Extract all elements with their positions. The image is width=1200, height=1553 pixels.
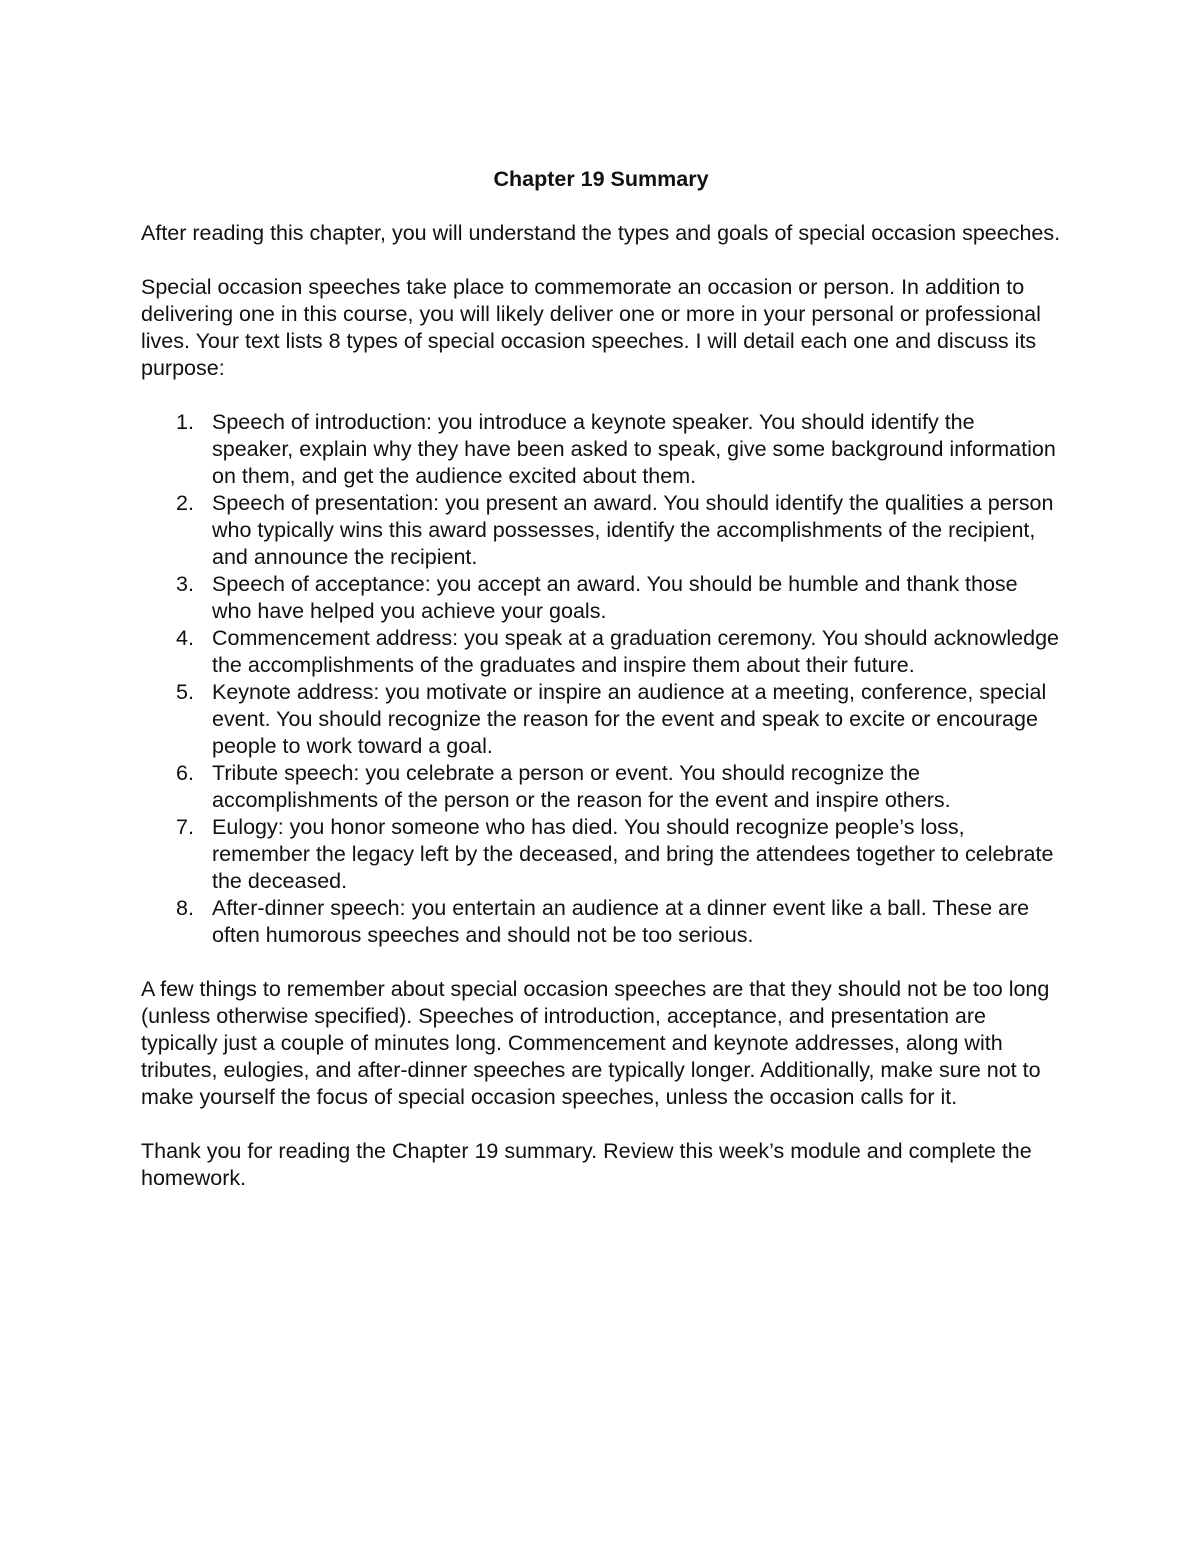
overview-paragraph: Special occasion speeches take place to commemorate an occasion or person. In addition to delivering one in this course, you will likely deliver one or more in your personal or professional lives. Your text lists 8 types of special occasion speeches. I will detail each one and discuss its purpose:	[141, 275, 1041, 380]
list-item-number: 5.	[176, 680, 194, 704]
list-item-number: 7.	[176, 815, 194, 839]
list-item-number: 1.	[176, 410, 194, 434]
list-item-text: Keynote address: you motivate or inspire an audience at a meeting, conference, special event. You should recognize the reason for the event and speak to excite or encourage people to work toward a goal.	[212, 680, 1047, 758]
list-item	[141, 490, 1061, 571]
list-item	[141, 814, 1061, 895]
intro-paragraph: After reading this chapter, you will understand the types and goals of special occasion speeches.	[141, 221, 1061, 245]
list-item-text: Speech of acceptance: you accept an award. You should be humble and thank those who have helped you achieve your goals.	[212, 572, 1018, 623]
list-item	[141, 571, 1061, 625]
list-item-text: After-dinner speech: you entertain an audience at a dinner event like a ball. These are often humorous speeches and should not be too serious.	[212, 896, 1030, 947]
reminders-paragraph: A few things to remember about special occasion speeches are that they should not be too long (unless otherwise specified). Speeches of introduction, acceptance, and presentation are typically just a couple of minutes long. Commencement and keynote addresses, along with tributes, eulogies, and after-dinner speeches are typically longer. Additionally, make sure not to make yourself the focus of special occasion speeches, unless the occasion calls for it.	[141, 977, 1050, 1109]
list-item-number: 6.	[176, 761, 194, 785]
list-item-text: Speech of introduction: you introduce a keynote speaker. You should identify the speaker, explain why they have been asked to speak, give some background information on them, and get the audience excited about them.	[212, 410, 1056, 488]
list-item	[141, 895, 1061, 949]
page-title: Chapter 19 Summary	[493, 167, 709, 191]
list-item	[141, 760, 1061, 814]
list-item-number: 8.	[176, 896, 194, 920]
document-body	[141, 164, 1061, 1219]
list-item-number: 4.	[176, 626, 194, 650]
list-item-text: Commencement address: you speak at a graduation ceremony. You should acknowledge the accomplishments of the graduates and inspire them about their future.	[212, 626, 1059, 677]
list-item-text: Tribute speech: you celebrate a person or event. You should recognize the accomplishments of the person or the reason for the event and inspire others.	[212, 761, 951, 812]
list-item-number: 3.	[176, 572, 194, 596]
list-item-text: Eulogy: you honor someone who has died. You should recognize people’s loss, remember the legacy left by the deceased, and bring the attendees together to celebrate the deceased.	[212, 815, 1054, 893]
list-item	[141, 625, 1061, 679]
list-item-number: 2.	[176, 491, 194, 515]
list-item	[141, 409, 1061, 490]
list-item-text: Speech of presentation: you present an award. You should identify the qualities a person who typically wins this award possesses, identify the accomplishments of the recipient, and announce the recipient.	[212, 491, 1054, 569]
list-item	[141, 679, 1061, 760]
speech-types-list	[141, 409, 1061, 949]
closing-paragraph: Thank you for reading the Chapter 19 summary. Review this week’s module and complete the homework.	[141, 1139, 1032, 1190]
